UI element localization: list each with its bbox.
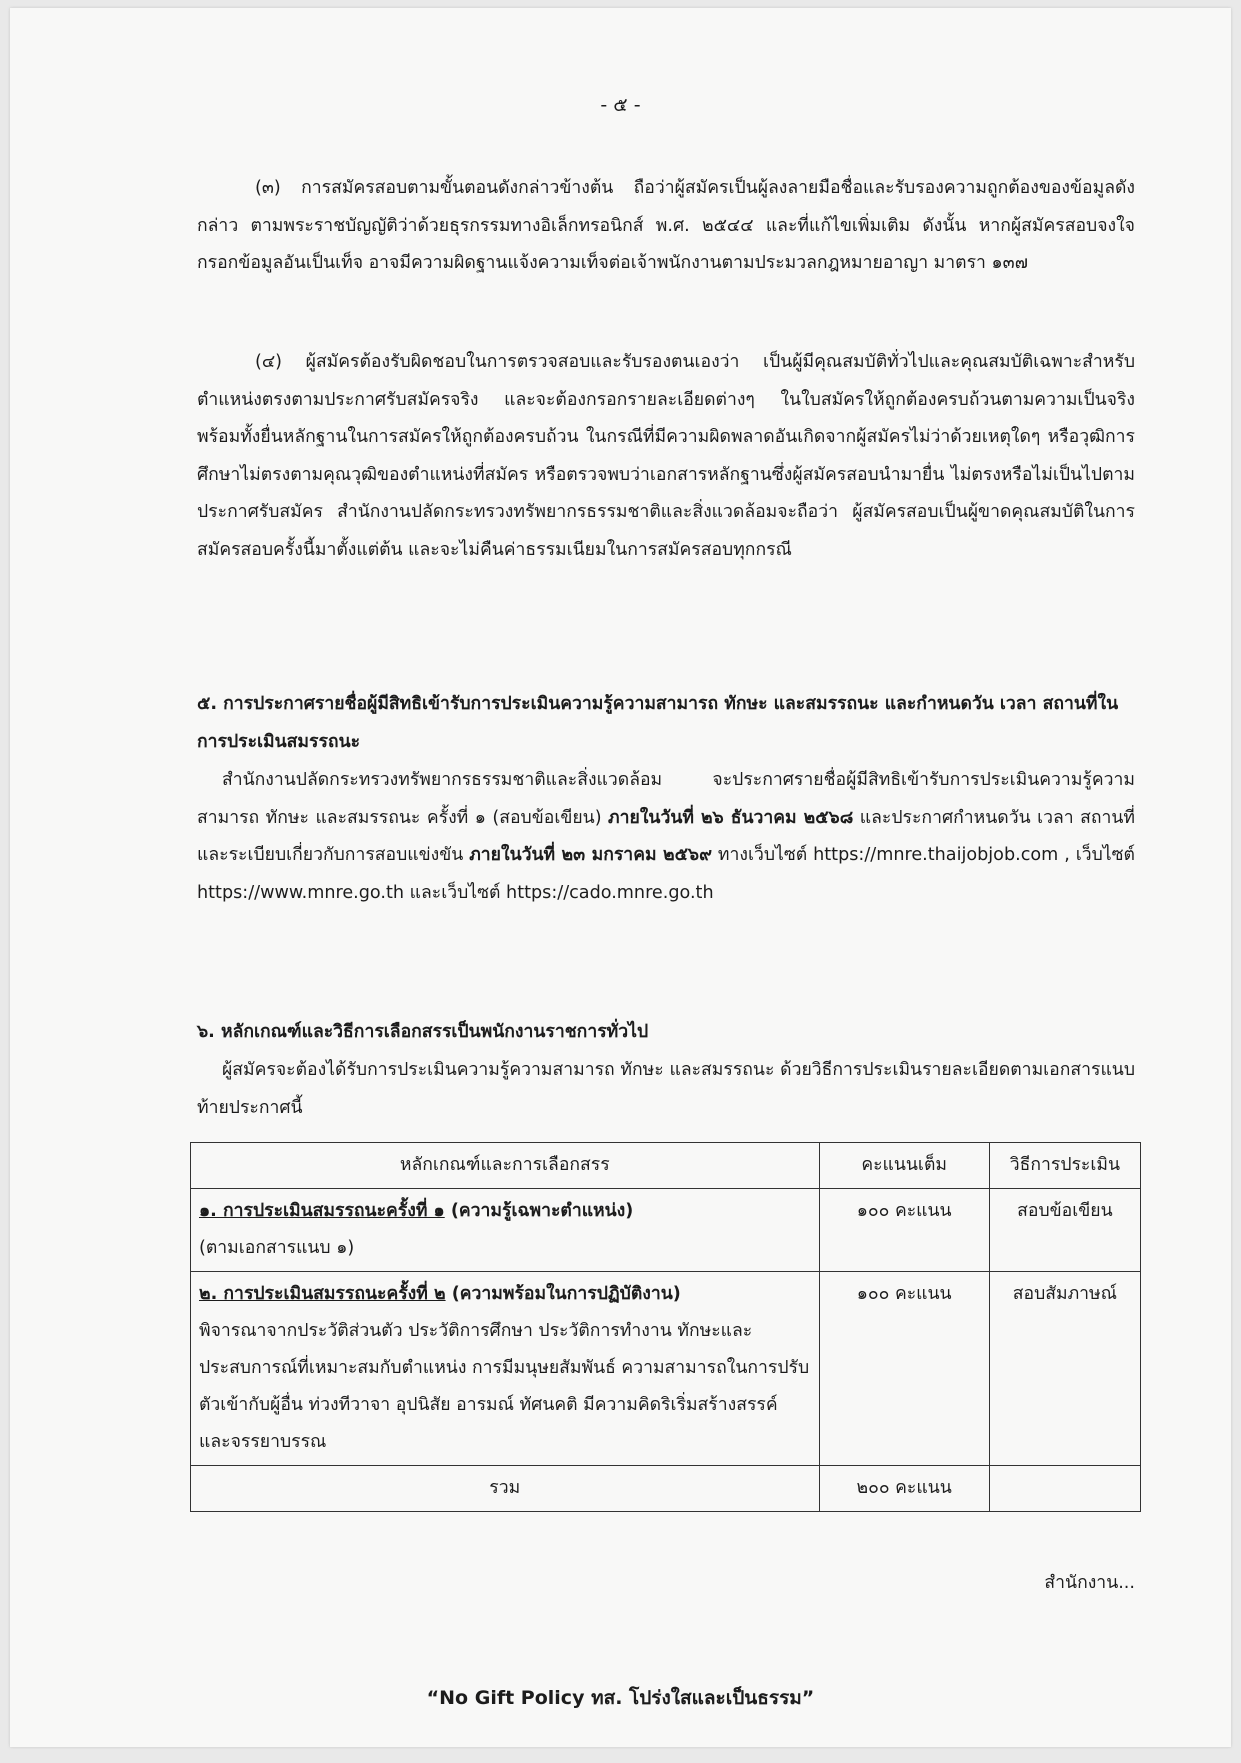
- document-page: [10, 8, 1231, 1747]
- table-header-row: [191, 1143, 1141, 1189]
- row1-criteria: [191, 1189, 820, 1272]
- section-5-text-1: สำนักงานปลัดกระทรวงทรัพยากรธรรมชาติและสิ่งแวดล้อม จะประกาศรายชื่อผู้มีสิทธิเข้ารับการประเมินความรู้ความสามารถ ทักษะ และสมรรถนะ ครั้งที่ ๑ (สอบข้อเขียน): [197, 770, 1135, 828]
- criteria-table: [190, 1142, 1141, 1512]
- section-6-heading: ๖. หลักเกณฑ์และวิธีการเลือกสรรเป็นพนักงานราชการทั่วไป: [197, 1022, 649, 1042]
- section-5-date-2: ภายในวันที่ ๒๓ มกราคม ๒๕๖๙: [469, 845, 712, 865]
- section-6-paragraph: [197, 1052, 1135, 1127]
- item-3-paragraph: [197, 170, 1135, 283]
- total-label: รวม: [191, 1466, 820, 1512]
- row1-title: ๑. การประเมินสมรรถนะครั้งที่ ๑: [199, 1201, 445, 1221]
- page-number: - ๕ -: [600, 94, 641, 116]
- header-criteria: หลักเกณฑ์และการเลือกสรร: [191, 1143, 820, 1189]
- table-row: [191, 1189, 1141, 1272]
- header-score: คะแนนเต็ม: [819, 1143, 989, 1189]
- row2-title: ๒. การประเมินสมรรถนะครั้งที่ ๒: [199, 1284, 446, 1304]
- item-4-paragraph: [197, 344, 1135, 569]
- row1-detail: (ตามเอกสารแนบ ๑): [199, 1238, 355, 1258]
- row2-detail: พิจารณาจากประวัติส่วนตัว ประวัติการศึกษา ประวัติการทำงาน ทักษะและประสบการณ์ที่เหมาะสมกับตำแหน่ง การมีมนุษยสัมพันธ์ ความสามารถในการปรับตัวเข้ากับผู้อื่น ท่วงทีวาจา อุปนิสัย อารมณ์ ทัศนคติ มีความคิดริเริ่มสร้างสรรค์ และจรรยาบรรณ: [199, 1321, 810, 1452]
- section-6-text: ผู้สมัครจะต้องได้รับการประเมินความรู้ความสามารถ ทักษะ และสมรรถนะ ด้วยวิธีการประเมินรายละเอียดตามเอกสารแนบท้ายประกาศนี้: [197, 1060, 1135, 1118]
- row2-score: ๑๐๐ คะแนน: [819, 1272, 989, 1466]
- row2-criteria: [191, 1272, 820, 1466]
- item-4-text: (๔) ผู้สมัครต้องรับผิดชอบในการตรวจสอบและรับรองตนเองว่า เป็นผู้มีคุณสมบัติทั่วไปและคุณสมบัติเฉพาะสำหรับตำแหน่งตรงตามประกาศรับสมัครจริง และจะต้องกรอกรายละเอียดต่างๆ ในใบสมัครให้ถูกต้องครบถ้วนตามความเป็นจริง พร้อมทั้งยื่นหลักฐานในการสมัครให้ถูกต้องครบถ้วน ในกรณีที่มีความผิดพลาดอันเกิดจากผู้สมัครไม่ว่าด้วยเหตุใดๆ หรือวุฒิการศึกษาไม่ตรงตามคุณวุฒิของตำแหน่งที่สมัคร หรือตรวจพบว่าเอกสารหลักฐานซึ่งผู้สมัครสอบนำมายื่น ไม่ตรงหรือไม่เป็นไปตามประกาศรับสมัคร สำนักงานปลัดกระทรวงทรัพยากรธรรมชาติและสิ่งแวดล้อมจะถือว่า ผู้สมัครสอบเป็นผู้ขาดคุณสมบัติในการสมัครสอบครั้งนี้มาตั้งแต่ต้น และจะไม่คืนค่าธรรมเนียมในการสมัครสอบทุกกรณี: [197, 352, 1135, 560]
- row1-method: สอบข้อเขียน: [989, 1189, 1140, 1272]
- row1-score: ๑๐๐ คะแนน: [819, 1189, 989, 1272]
- continued-text: สำนักงาน...: [1044, 1573, 1135, 1593]
- header-method: วิธีการประเมิน: [989, 1143, 1140, 1189]
- table-total-row: [191, 1466, 1141, 1512]
- total-score: ๒๐๐ คะแนน: [819, 1466, 989, 1512]
- section-5-text-2: และประกาศกำหนดวัน เวลา สถานที่ และระเบียบเกี่ยวกับการสอบแข่งขัน: [197, 807, 1136, 865]
- row2-subtitle: (ความพร้อมในการปฏิบัติงาน): [445, 1284, 681, 1304]
- total-method: [989, 1466, 1140, 1512]
- section-5-text-3: ทางเว็บไซต์ https://mnre.thaijobjob.com , เว็บไซต์ https://www.mnre.go.th และเว็บไซต์ https://cado.mnre.go.th: [197, 845, 1135, 903]
- item-3-text: (๓) การสมัครสอบตามขั้นตอนดังกล่าวข้างต้น ถือว่าผู้สมัครเป็นผู้ลงลายมือชื่อและรับรองความถูกต้องของข้อมูลดังกล่าว ตามพระราชบัญญัติว่าด้วยธุรกรรมทางอิเล็กทรอนิกส์ พ.ศ. ๒๕๔๔ และที่แก้ไขเพิ่มเติม ดังนั้น หากผู้สมัครสอบจงใจกรอกข้อมูลอันเป็นเท็จ อาจมีความผิดฐานแจ้งความเท็จต่อเจ้าพนักงานตามประมวลกฎหมายอาญา มาตรา ๑๓๗: [197, 178, 1135, 273]
- section-5-date-1: ภายในวันที่ ๒๖ ธันวาคม ๒๕๖๘: [608, 807, 854, 828]
- footer-slogan: “No Gift Policy ทส. โปร่งใสและเป็นธรรม”: [426, 1687, 815, 1709]
- row1-subtitle: (ความรู้เฉพาะตำแหน่ง): [444, 1201, 634, 1221]
- row2-method: สอบสัมภาษณ์: [989, 1272, 1140, 1466]
- section-5-paragraph: [197, 762, 1135, 912]
- section-5-heading: ๕. การประกาศรายชื่อผู้มีสิทธิเข้ารับการประเมินความรู้ความสามารถ ทักษะ และสมรรถนะ และกำหนดวัน เวลา สถานที่ในการประเมินสมรรถนะ: [197, 694, 1119, 752]
- table-row: [191, 1272, 1141, 1466]
